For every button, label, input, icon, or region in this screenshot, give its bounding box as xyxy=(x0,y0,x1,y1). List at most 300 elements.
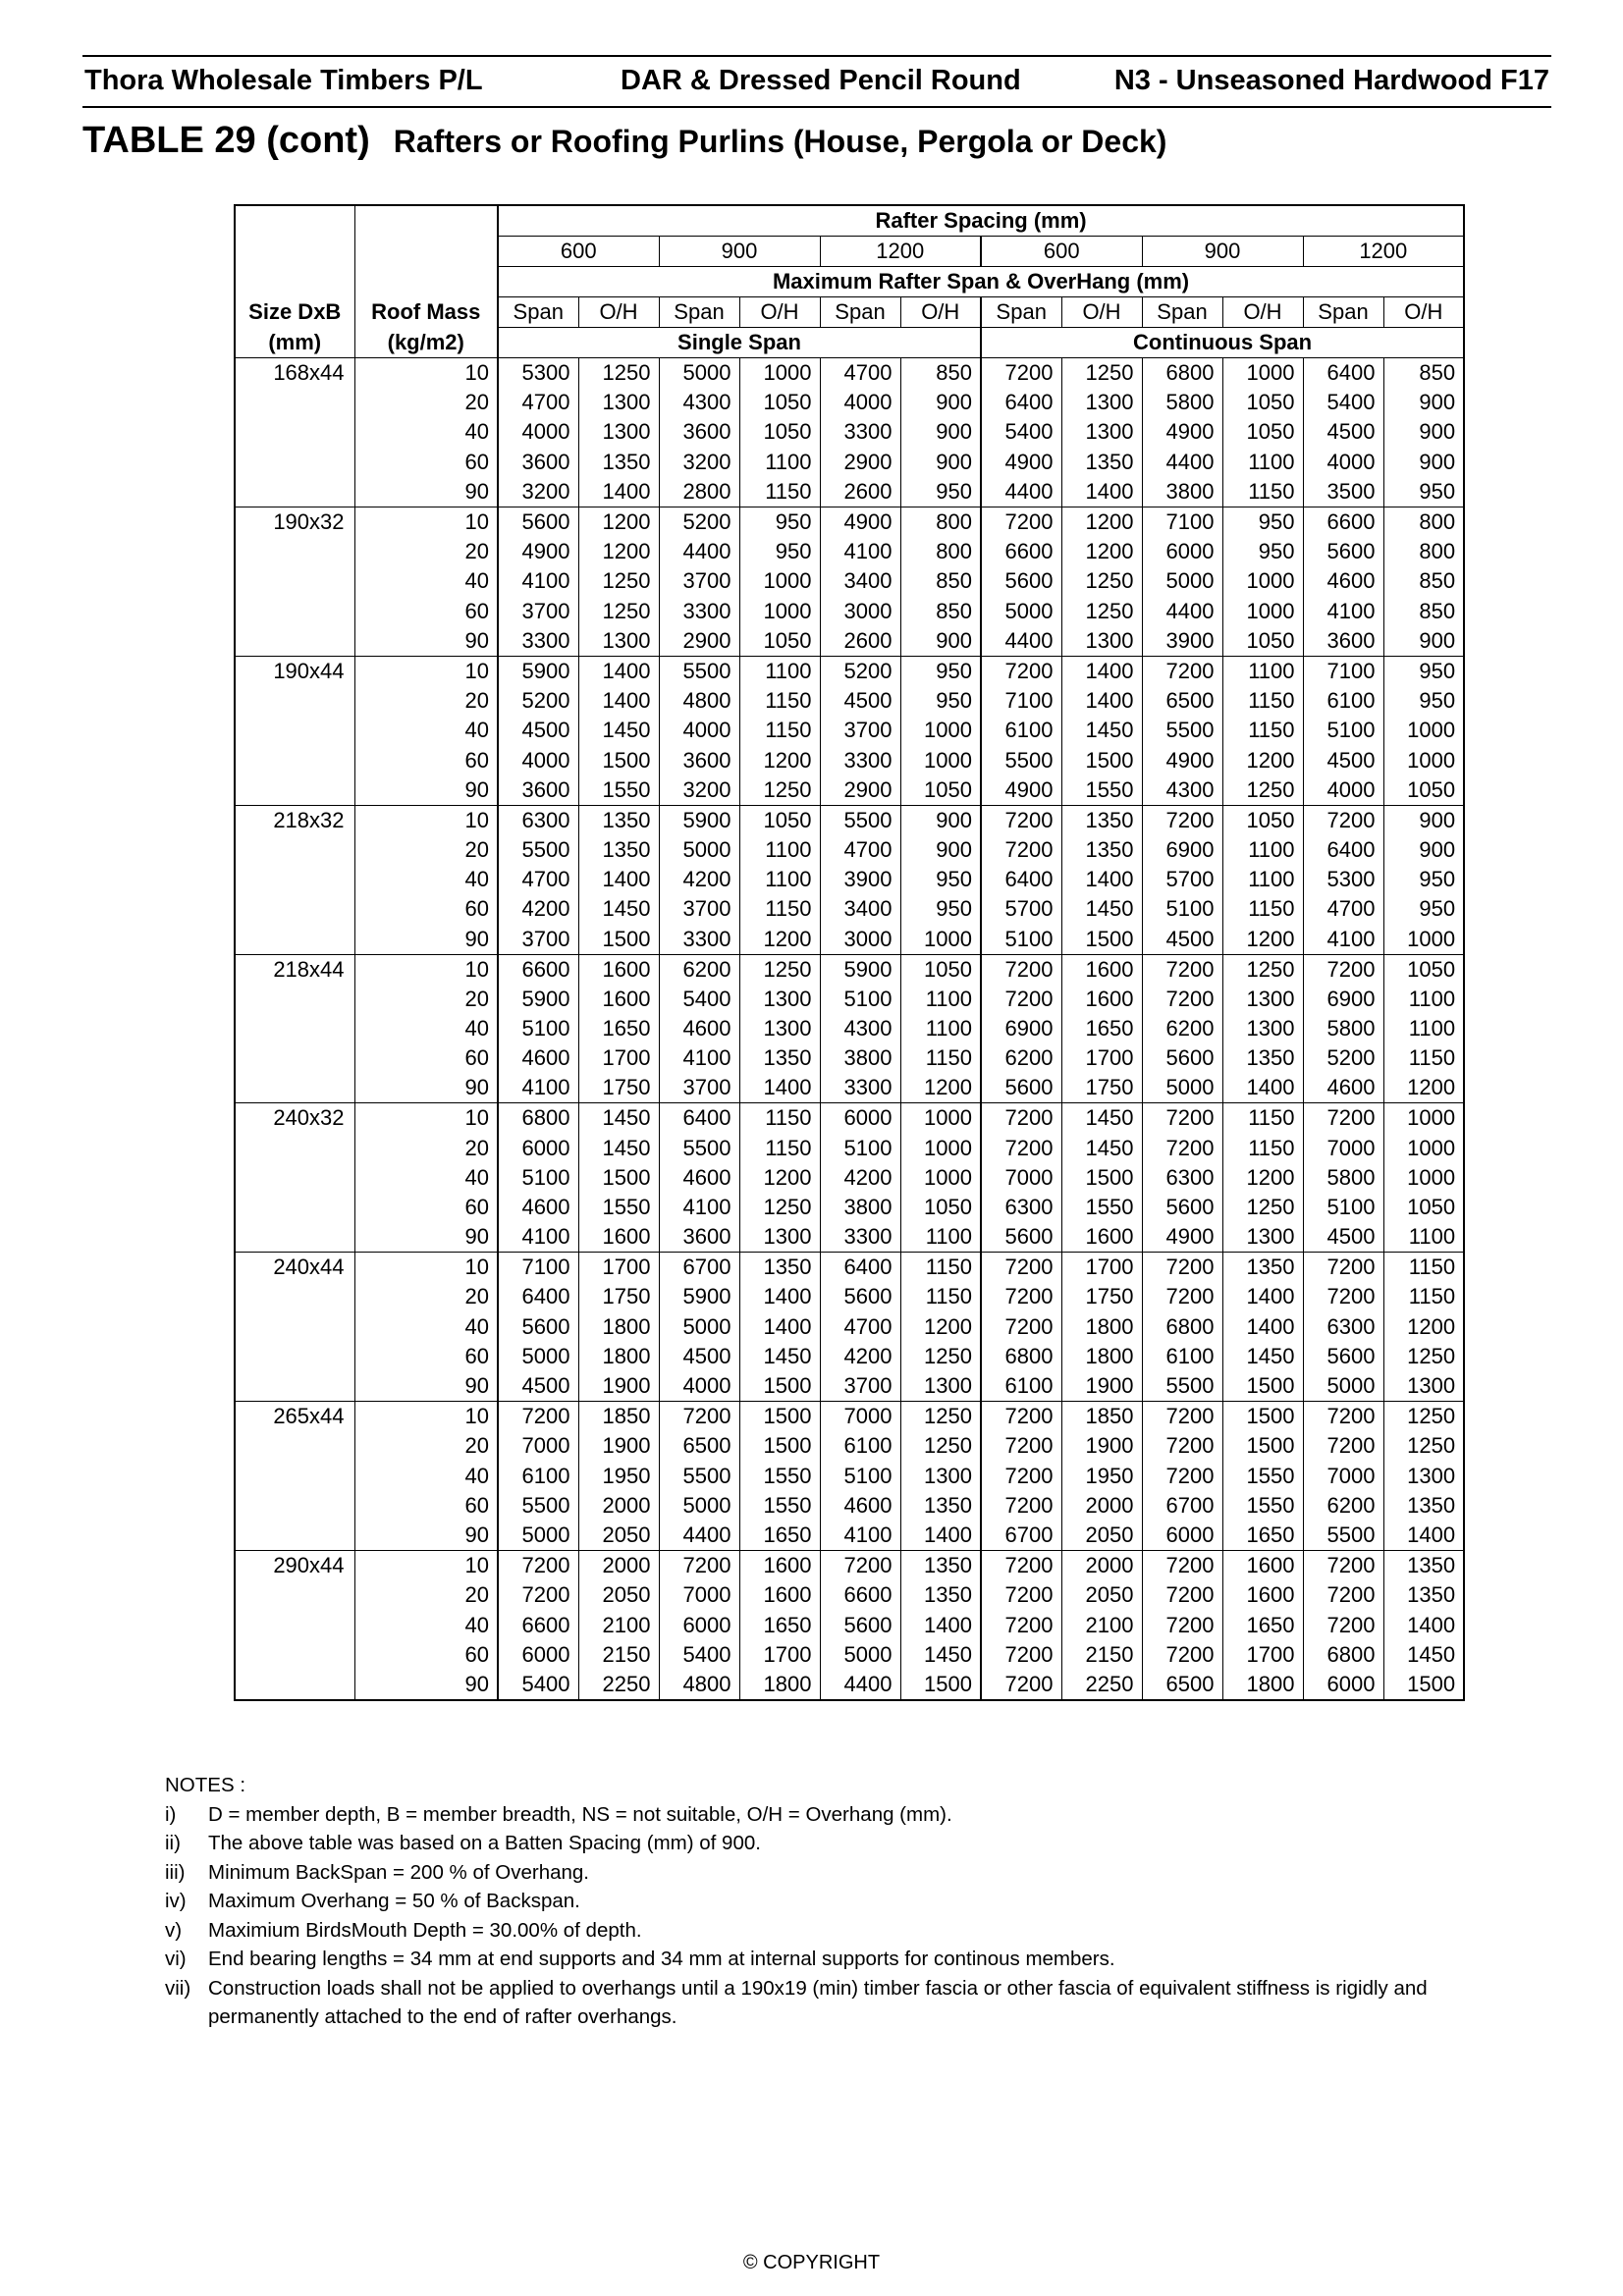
overhang-cell: 1500 xyxy=(1222,1371,1303,1402)
span-cell: 3800 xyxy=(1142,477,1222,507)
overhang-cell: 1250 xyxy=(1222,1193,1303,1222)
roof-mass-cell: 10 xyxy=(354,1103,498,1134)
table-row xyxy=(235,1193,1464,1222)
overhang-cell: 1250 xyxy=(578,596,659,625)
size-cell xyxy=(235,865,354,894)
span-cell: 7200 xyxy=(1303,805,1383,835)
overhang-cell: 2000 xyxy=(578,1551,659,1581)
span-cell: 7000 xyxy=(820,1402,900,1432)
table-row xyxy=(235,1521,1464,1551)
table-row xyxy=(235,417,1464,447)
overhang-column-header: O/H xyxy=(1383,297,1464,328)
table-row xyxy=(235,775,1464,806)
span-cell: 6900 xyxy=(981,1014,1061,1043)
span-cell: 3600 xyxy=(1303,626,1383,657)
span-cell: 2900 xyxy=(659,626,739,657)
overhang-cell: 1600 xyxy=(739,1580,820,1610)
overhang-cell: 1350 xyxy=(1222,1253,1303,1283)
overhang-cell: 1200 xyxy=(739,745,820,774)
overhang-cell: 850 xyxy=(1383,596,1464,625)
overhang-cell: 950 xyxy=(900,656,981,686)
overhang-cell: 1450 xyxy=(1061,1103,1142,1134)
overhang-cell: 1300 xyxy=(1222,1014,1303,1043)
header-row-spacings xyxy=(235,237,1464,267)
overhang-cell: 1400 xyxy=(1383,1521,1464,1551)
overhang-cell: 1350 xyxy=(739,1043,820,1073)
overhang-cell: 1400 xyxy=(1061,477,1142,507)
size-unit: (mm) xyxy=(235,328,354,358)
overhang-cell: 1000 xyxy=(1383,745,1464,774)
overhang-cell: 1300 xyxy=(739,985,820,1014)
spacing-header: 1200 xyxy=(1303,237,1464,267)
span-cell: 5100 xyxy=(1303,716,1383,745)
overhang-cell: 1700 xyxy=(1061,1253,1142,1283)
table-row xyxy=(235,656,1464,686)
header-blank xyxy=(235,205,354,237)
span-cell: 5600 xyxy=(498,507,578,537)
span-cell: 6700 xyxy=(981,1521,1061,1551)
timber-grade: N3 - Unseasoned Hardwood F17 xyxy=(1113,65,1549,96)
span-cell: 5000 xyxy=(820,1640,900,1670)
overhang-cell: 1500 xyxy=(578,1163,659,1193)
span-cell: 4600 xyxy=(820,1491,900,1521)
size-cell xyxy=(235,1014,354,1043)
table-row xyxy=(235,477,1464,507)
note-text: D = member depth, B = member breadth, NS = not suitable, O/H = Overhang (mm). xyxy=(208,1802,952,1826)
span-cell: 6200 xyxy=(659,954,739,985)
notes-list xyxy=(165,1800,1481,2032)
overhang-cell: 1400 xyxy=(578,656,659,686)
overhang-cell: 1200 xyxy=(739,925,820,955)
company-name: Thora Wholesale Timbers P/L xyxy=(84,65,483,96)
span-cell: 5500 xyxy=(498,835,578,865)
overhang-cell: 1500 xyxy=(1222,1431,1303,1461)
span-cell: 7200 xyxy=(981,1133,1061,1162)
overhang-cell: 900 xyxy=(900,805,981,835)
size-cell xyxy=(235,1371,354,1402)
overhang-cell: 1000 xyxy=(1222,566,1303,596)
span-cell: 7000 xyxy=(1303,1462,1383,1491)
span-cell: 4500 xyxy=(1303,745,1383,774)
span-cell: 3800 xyxy=(820,1193,900,1222)
span-cell: 4500 xyxy=(659,1342,739,1371)
overhang-column-header: O/H xyxy=(1222,297,1303,328)
span-cell: 7200 xyxy=(1142,1610,1222,1639)
span-cell: 7200 xyxy=(981,1103,1061,1134)
span-cell: 7200 xyxy=(659,1402,739,1432)
overhang-cell: 2150 xyxy=(1061,1640,1142,1670)
span-cell: 5000 xyxy=(1142,566,1222,596)
span-cell: 5400 xyxy=(1303,388,1383,417)
span-cell: 3300 xyxy=(498,626,578,657)
overhang-cell: 1350 xyxy=(578,835,659,865)
continuous-span-header: Continuous Span xyxy=(981,328,1464,358)
span-cell: 6600 xyxy=(498,954,578,985)
overhang-cell: 1450 xyxy=(578,1103,659,1134)
roof-mass-unit: (kg/m2) xyxy=(354,328,498,358)
table-row xyxy=(235,1312,1464,1342)
overhang-cell: 1000 xyxy=(739,566,820,596)
header-row-units xyxy=(235,328,1464,358)
span-cell: 5400 xyxy=(659,985,739,1014)
overhang-cell: 1800 xyxy=(1061,1342,1142,1371)
overhang-cell: 1600 xyxy=(739,1551,820,1581)
size-cell xyxy=(235,1431,354,1461)
span-cell: 7200 xyxy=(1303,1610,1383,1639)
note-item xyxy=(165,1887,1481,1916)
size-cell xyxy=(235,1580,354,1610)
note-item xyxy=(165,1945,1481,1974)
span-cell: 6900 xyxy=(1303,985,1383,1014)
overhang-cell: 1200 xyxy=(900,1073,981,1103)
overhang-cell: 1500 xyxy=(1222,1402,1303,1432)
span-cell: 2900 xyxy=(820,448,900,477)
overhang-cell: 1450 xyxy=(1383,1640,1464,1670)
size-cell xyxy=(235,716,354,745)
span-cell: 4500 xyxy=(498,1371,578,1402)
span-cell: 6400 xyxy=(981,388,1061,417)
overhang-cell: 1350 xyxy=(900,1491,981,1521)
overhang-cell: 1000 xyxy=(1383,1133,1464,1162)
span-cell: 6400 xyxy=(1303,835,1383,865)
size-cell xyxy=(235,477,354,507)
overhang-cell: 2250 xyxy=(578,1670,659,1700)
overhang-cell: 1150 xyxy=(739,1103,820,1134)
span-cell: 7000 xyxy=(659,1580,739,1610)
overhang-cell: 1400 xyxy=(900,1610,981,1639)
span-cell: 7000 xyxy=(1303,1133,1383,1162)
overhang-cell: 1050 xyxy=(900,1193,981,1222)
span-cell: 5500 xyxy=(659,1462,739,1491)
span-cell: 5100 xyxy=(820,1133,900,1162)
overhang-cell: 1100 xyxy=(739,835,820,865)
span-cell: 4500 xyxy=(498,716,578,745)
note-number: ii) xyxy=(165,1832,181,1854)
roof-mass-cell: 20 xyxy=(354,1431,498,1461)
span-cell: 7200 xyxy=(1142,1431,1222,1461)
table-row xyxy=(235,716,1464,745)
overhang-cell: 1100 xyxy=(900,1014,981,1043)
span-cell: 5900 xyxy=(659,805,739,835)
size-cell xyxy=(235,1640,354,1670)
span-cell: 5100 xyxy=(1303,1193,1383,1222)
roof-mass-cell: 40 xyxy=(354,1014,498,1043)
span-cell: 5500 xyxy=(498,1491,578,1521)
size-cell: 190x32 xyxy=(235,507,354,537)
overhang-cell: 1000 xyxy=(1222,596,1303,625)
overhang-cell: 1250 xyxy=(1061,596,1142,625)
note-item xyxy=(165,1800,1481,1830)
span-cell: 7000 xyxy=(981,1163,1061,1193)
span-cell: 3600 xyxy=(659,417,739,447)
span-cell: 6300 xyxy=(498,805,578,835)
size-header: Size DxB xyxy=(235,297,354,328)
span-cell: 4100 xyxy=(1303,925,1383,955)
size-cell xyxy=(235,417,354,447)
span-cell: 4700 xyxy=(1303,894,1383,924)
overhang-cell: 1050 xyxy=(739,805,820,835)
spacing-header: 900 xyxy=(1142,237,1303,267)
spacing-header: 600 xyxy=(981,237,1142,267)
overhang-column-header: O/H xyxy=(578,297,659,328)
span-cell: 3200 xyxy=(659,448,739,477)
overhang-cell: 1000 xyxy=(900,925,981,955)
overhang-cell: 1100 xyxy=(1383,985,1464,1014)
overhang-cell: 1450 xyxy=(739,1342,820,1371)
span-cell: 6000 xyxy=(1142,1521,1222,1551)
overhang-cell: 1100 xyxy=(739,656,820,686)
span-cell: 7200 xyxy=(1142,1103,1222,1134)
span-cell: 6600 xyxy=(1303,507,1383,537)
overhang-cell: 1900 xyxy=(1061,1431,1142,1461)
overhang-cell: 1450 xyxy=(1061,1133,1142,1162)
overhang-cell: 1050 xyxy=(1222,417,1303,447)
overhang-cell: 900 xyxy=(900,448,981,477)
span-cell: 5900 xyxy=(659,1282,739,1311)
span-cell: 7200 xyxy=(981,1610,1061,1639)
table-row xyxy=(235,1431,1464,1461)
span-cell: 6300 xyxy=(1142,1163,1222,1193)
span-cell: 5400 xyxy=(659,1640,739,1670)
overhang-cell: 900 xyxy=(1383,417,1464,447)
span-cell: 5800 xyxy=(1303,1014,1383,1043)
overhang-cell: 1350 xyxy=(1061,805,1142,835)
max-span-header: Maximum Rafter Span & OverHang (mm) xyxy=(498,267,1464,297)
overhang-cell: 1650 xyxy=(1061,1014,1142,1043)
size-cell xyxy=(235,1521,354,1551)
span-cell: 6100 xyxy=(498,1462,578,1491)
overhang-cell: 1550 xyxy=(739,1462,820,1491)
span-cell: 4500 xyxy=(820,686,900,716)
overhang-cell: 1350 xyxy=(1061,835,1142,865)
page-header xyxy=(82,55,1551,108)
overhang-cell: 1700 xyxy=(739,1640,820,1670)
overhang-cell: 1000 xyxy=(1383,716,1464,745)
size-cell xyxy=(235,925,354,955)
overhang-cell: 1350 xyxy=(578,448,659,477)
overhang-cell: 2050 xyxy=(1061,1580,1142,1610)
span-cell: 7100 xyxy=(498,1253,578,1283)
span-cell: 5000 xyxy=(498,1342,578,1371)
span-cell: 4100 xyxy=(498,1222,578,1253)
span-cell: 4000 xyxy=(498,417,578,447)
overhang-cell: 1400 xyxy=(739,1073,820,1103)
overhang-cell: 1050 xyxy=(739,388,820,417)
overhang-cell: 1150 xyxy=(739,1133,820,1162)
span-cell: 4900 xyxy=(498,537,578,566)
span-cell: 6800 xyxy=(1142,358,1222,389)
span-cell: 2800 xyxy=(659,477,739,507)
note-number: v) xyxy=(165,1918,183,1942)
roof-mass-cell: 90 xyxy=(354,1371,498,1402)
span-cell: 5600 xyxy=(981,1073,1061,1103)
overhang-cell: 1200 xyxy=(900,1312,981,1342)
span-column-header: Span xyxy=(498,297,578,328)
size-cell xyxy=(235,985,354,1014)
span-cell: 5100 xyxy=(498,1163,578,1193)
span-cell: 6600 xyxy=(498,1610,578,1639)
overhang-cell: 1000 xyxy=(900,745,981,774)
span-cell: 3200 xyxy=(659,775,739,806)
span-cell: 3300 xyxy=(659,596,739,625)
span-cell: 5900 xyxy=(498,656,578,686)
spacing-header: 600 xyxy=(498,237,659,267)
overhang-cell: 1200 xyxy=(1383,1312,1464,1342)
roof-mass-cell: 20 xyxy=(354,985,498,1014)
overhang-cell: 1500 xyxy=(739,1402,820,1432)
spacing-header: 900 xyxy=(659,237,820,267)
overhang-cell: 1650 xyxy=(578,1014,659,1043)
span-cell: 6800 xyxy=(1142,1312,1222,1342)
span-cell: 4000 xyxy=(820,388,900,417)
overhang-column-header: O/H xyxy=(739,297,820,328)
overhang-cell: 1300 xyxy=(1222,1222,1303,1253)
span-cell: 4200 xyxy=(659,865,739,894)
roof-mass-cell: 10 xyxy=(354,805,498,835)
overhang-cell: 1550 xyxy=(1222,1491,1303,1521)
overhang-cell: 1900 xyxy=(578,1431,659,1461)
span-cell: 4100 xyxy=(1303,596,1383,625)
span-cell: 4400 xyxy=(659,1521,739,1551)
overhang-cell: 1200 xyxy=(739,1163,820,1193)
roof-mass-cell: 40 xyxy=(354,417,498,447)
note-number: iv) xyxy=(165,1890,187,1912)
size-cell xyxy=(235,745,354,774)
span-cell: 6000 xyxy=(1142,537,1222,566)
span-cell: 6200 xyxy=(981,1043,1061,1073)
overhang-cell: 1050 xyxy=(1383,1193,1464,1222)
span-cell: 7200 xyxy=(981,1402,1061,1432)
span-cell: 5000 xyxy=(1303,1371,1383,1402)
table-row xyxy=(235,1282,1464,1311)
overhang-cell: 1250 xyxy=(1222,775,1303,806)
span-cell: 3400 xyxy=(820,894,900,924)
overhang-cell: 1600 xyxy=(578,985,659,1014)
overhang-cell: 900 xyxy=(1383,448,1464,477)
span-cell: 6000 xyxy=(498,1640,578,1670)
span-cell: 3300 xyxy=(820,1073,900,1103)
roof-mass-cell: 60 xyxy=(354,1342,498,1371)
span-cell: 3800 xyxy=(820,1043,900,1073)
overhang-cell: 1750 xyxy=(578,1282,659,1311)
table-row xyxy=(235,1103,1464,1134)
span-cell: 5900 xyxy=(820,954,900,985)
overhang-cell: 900 xyxy=(900,417,981,447)
span-cell: 3900 xyxy=(1142,626,1222,657)
span-cell: 6600 xyxy=(820,1580,900,1610)
table-row xyxy=(235,537,1464,566)
roof-mass-cell: 90 xyxy=(354,626,498,657)
span-cell: 6500 xyxy=(1142,686,1222,716)
roof-mass-cell: 60 xyxy=(354,1640,498,1670)
overhang-cell: 1200 xyxy=(578,507,659,537)
table-row xyxy=(235,1640,1464,1670)
table-row xyxy=(235,925,1464,955)
overhang-cell: 950 xyxy=(739,537,820,566)
overhang-cell: 800 xyxy=(900,537,981,566)
span-cell: 7200 xyxy=(1142,1253,1222,1283)
span-cell: 3700 xyxy=(820,716,900,745)
span-cell: 5600 xyxy=(1142,1043,1222,1073)
span-cell: 7000 xyxy=(498,1431,578,1461)
span-cell: 6200 xyxy=(1303,1491,1383,1521)
span-table xyxy=(234,204,1465,1701)
span-cell: 4800 xyxy=(659,686,739,716)
roof-mass-cell: 20 xyxy=(354,835,498,865)
span-cell: 4600 xyxy=(659,1014,739,1043)
overhang-cell: 1550 xyxy=(1061,1193,1142,1222)
span-cell: 5000 xyxy=(1142,1073,1222,1103)
span-cell: 7200 xyxy=(981,1551,1061,1581)
span-cell: 4400 xyxy=(981,477,1061,507)
roof-mass-cell: 40 xyxy=(354,716,498,745)
header-row-columns xyxy=(235,297,1464,328)
span-cell: 7200 xyxy=(1303,1431,1383,1461)
roof-mass-cell: 40 xyxy=(354,566,498,596)
roof-mass-cell: 20 xyxy=(354,1282,498,1311)
span-cell: 6400 xyxy=(981,865,1061,894)
span-cell: 4500 xyxy=(1303,417,1383,447)
copyright: © COPYRIGHT xyxy=(742,2252,881,2273)
roof-mass-cell: 40 xyxy=(354,1312,498,1342)
overhang-column-header: O/H xyxy=(900,297,981,328)
size-cell xyxy=(235,1312,354,1342)
overhang-cell: 2050 xyxy=(578,1580,659,1610)
roof-mass-cell: 10 xyxy=(354,1253,498,1283)
span-cell: 3300 xyxy=(820,745,900,774)
overhang-cell: 1300 xyxy=(739,1014,820,1043)
roof-mass-cell: 10 xyxy=(354,1551,498,1581)
overhang-cell: 950 xyxy=(1383,477,1464,507)
overhang-cell: 1300 xyxy=(578,388,659,417)
note-text: The above table was based on a Batten Spacing (mm) of 900. xyxy=(208,1832,761,1854)
span-cell: 6300 xyxy=(981,1193,1061,1222)
span-cell: 4600 xyxy=(498,1193,578,1222)
span-cell: 3500 xyxy=(1303,477,1383,507)
overhang-cell: 1400 xyxy=(1061,656,1142,686)
overhang-cell: 2000 xyxy=(1061,1551,1142,1581)
span-cell: 4900 xyxy=(1142,417,1222,447)
overhang-cell: 2100 xyxy=(578,1610,659,1639)
size-cell: 190x44 xyxy=(235,656,354,686)
span-cell: 5000 xyxy=(498,1521,578,1551)
span-cell: 4700 xyxy=(498,388,578,417)
overhang-cell: 1150 xyxy=(1383,1253,1464,1283)
roof-mass-cell: 90 xyxy=(354,925,498,955)
table-row xyxy=(235,596,1464,625)
overhang-cell: 1150 xyxy=(1222,1133,1303,1162)
span-cell: 5300 xyxy=(498,358,578,389)
table-row xyxy=(235,626,1464,657)
overhang-cell: 1400 xyxy=(1222,1312,1303,1342)
span-cell: 4100 xyxy=(659,1043,739,1073)
span-cell: 5200 xyxy=(659,507,739,537)
span-cell: 5000 xyxy=(981,596,1061,625)
overhang-cell: 1750 xyxy=(578,1073,659,1103)
overhang-cell: 1600 xyxy=(1222,1580,1303,1610)
span-cell: 7200 xyxy=(981,1282,1061,1311)
span-cell: 3900 xyxy=(820,865,900,894)
span-cell: 7200 xyxy=(1142,1551,1222,1581)
overhang-cell: 1300 xyxy=(1061,417,1142,447)
span-cell: 5500 xyxy=(981,745,1061,774)
span-cell: 7200 xyxy=(1142,985,1222,1014)
overhang-cell: 1050 xyxy=(900,954,981,985)
table-row xyxy=(235,805,1464,835)
span-cell: 5800 xyxy=(1142,388,1222,417)
overhang-cell: 1500 xyxy=(739,1431,820,1461)
note-text: Maximum Overhang = 50 % of Backspan. xyxy=(208,1890,580,1912)
